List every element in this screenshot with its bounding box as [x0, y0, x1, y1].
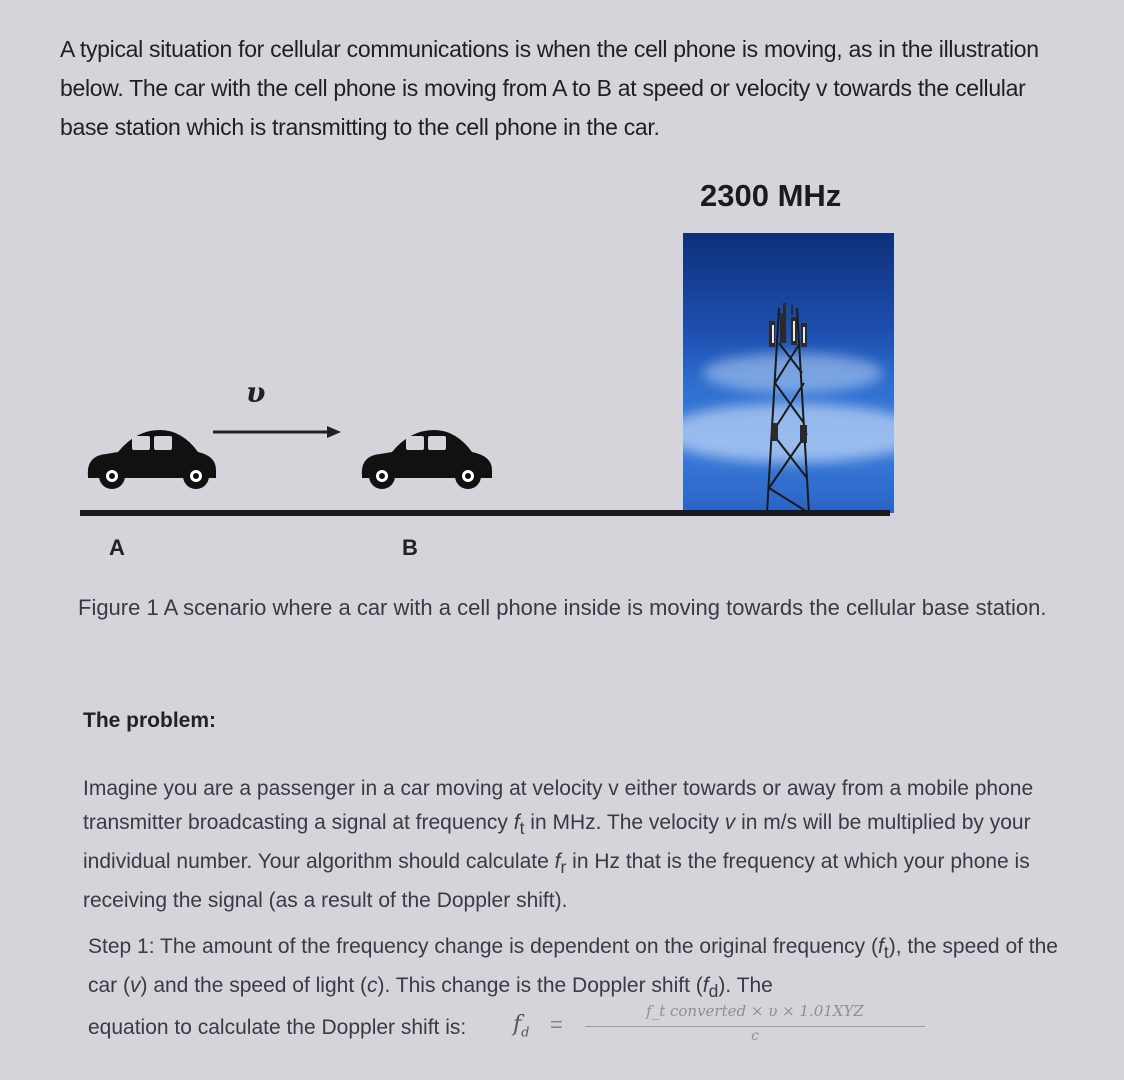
intro-paragraph: A typical situation for cellular communications is when the cell phone is moving, as in the illustration below. The car with the cell phone is moving from A to B at speed or velocity v towards the cellular base station which is transmitting to the cell phone in the car.	[60, 36, 1039, 140]
doppler-equation	[88, 1002, 988, 1058]
base-station-photo	[683, 233, 894, 513]
problem-paragraph: Imagine you are a passenger in a car moving at velocity v either towards or away from a mobile phone transmitter broadcasting a signal at frequency $f_t$ in MHz. The velocity v in m/s will be multiplied by your individual number. Your algorithm should calculate $f_r$ in Hz that is the frequency at which your phone is receiving the signal (as a result of the Doppler shift).	[83, 777, 1034, 913]
direction-arrow-icon	[213, 422, 343, 442]
step-1-paragraph: Step 1: The amount of the frequency change is dependent on the original frequency $(f_t)$, the speed of the car (v) and the speed of light (c). This change is the Doppler shift $(f_d)$. The	[88, 935, 1058, 1002]
point-b-label: B	[402, 535, 418, 560]
figure-caption: Figure 1 A scenario where a car with a cell phone inside is moving towards the cellular base station.	[78, 595, 1047, 620]
frequency-label: 2300 MHz	[700, 178, 842, 213]
equation-label: equation to calculate the Doppler shift is:	[88, 1016, 467, 1039]
equation-denominator: c	[751, 1028, 759, 1044]
equals-sign: =	[550, 1012, 563, 1037]
point-a-label: A	[109, 535, 125, 560]
problem-heading: The problem:	[83, 709, 217, 732]
equation-numerator: f_t converted × υ × 1.01XYZ	[646, 1002, 864, 1020]
velocity-symbol: υ	[246, 376, 266, 409]
car-at-b	[358, 424, 496, 494]
equation-lhs: $f_d$	[513, 1012, 530, 1041]
road-line	[80, 510, 890, 516]
cell-tower-icon	[683, 233, 894, 513]
equation-fraction	[585, 1002, 925, 1052]
car-at-a	[84, 424, 219, 494]
